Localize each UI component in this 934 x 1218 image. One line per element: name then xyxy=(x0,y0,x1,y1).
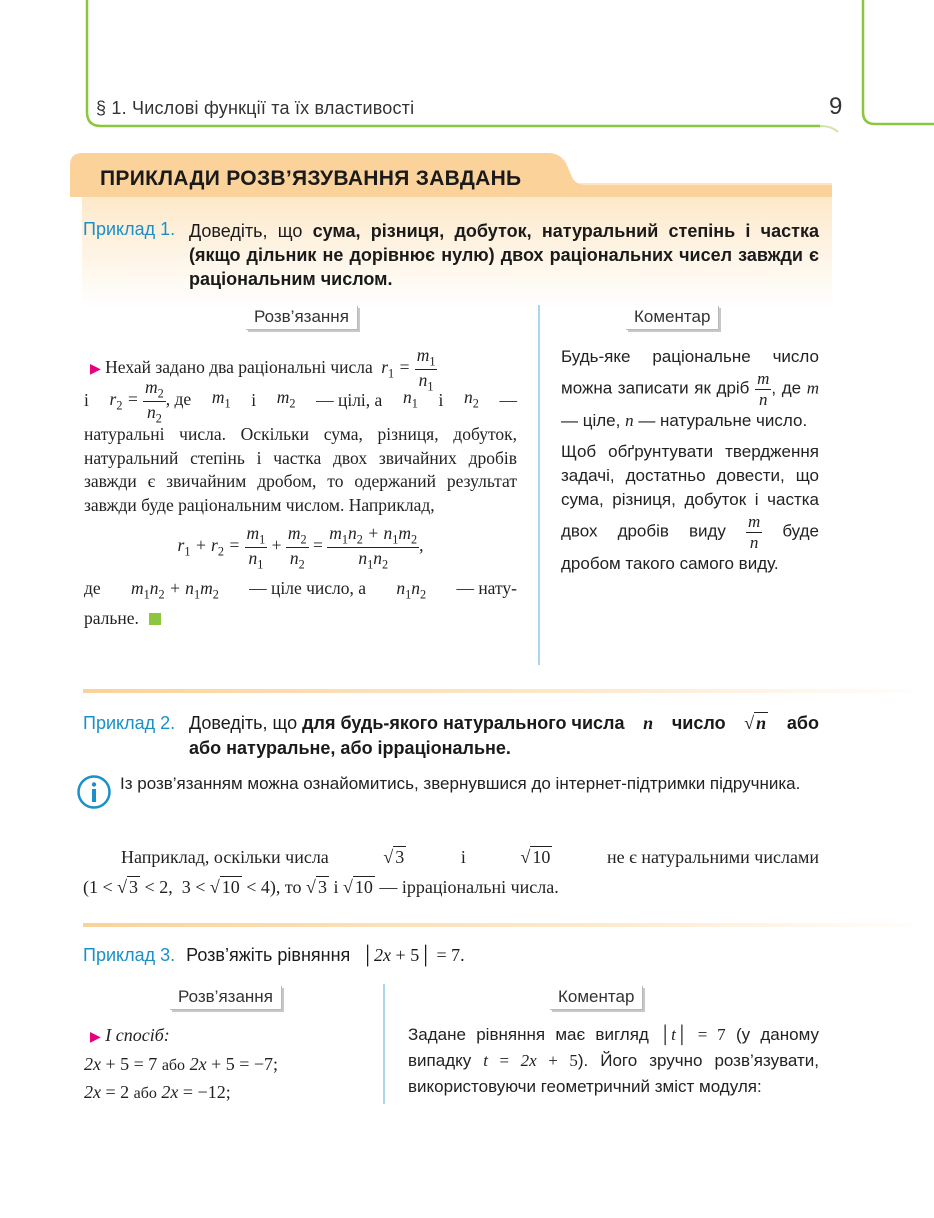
solution-p3: натуральні числа. Оскільки сума, різниця, добуток, натуральний степінь і частка двох звичайних дробів завжди є звичайним дробом, то одержаний результат завжди буде раціональним числом. Наприклад, xyxy=(84,424,517,515)
info-icon xyxy=(76,774,112,810)
fraction-m-n: $\frac{m}{n}$ xyxy=(757,369,770,409)
example3-solution-label: Розв’язання xyxy=(170,986,282,1010)
fraction-m-n-2: $\frac{m}{n}$ xyxy=(747,512,761,552)
example3-intro: Розв’яжіть рівняння xyxy=(186,945,351,965)
end-square-icon xyxy=(149,613,161,625)
separator-2 xyxy=(83,923,934,927)
page-number: 9 xyxy=(829,93,843,120)
example1-comment-heading xyxy=(626,306,719,330)
header-frame xyxy=(0,0,934,140)
example1-statement-bold: сума, різниця, добуток, натуральний степінь і частка (якщо дільник не дорівнює нулю) двох раціональних чисел завжди є раціональним числом. xyxy=(189,221,819,289)
example1-solution: ▶ Нехай задано два раціональні числа $r_1$ = $\frac{m_1}{n_1}$ і $r_2$ = $\frac{m_2}{n_2}$ , де $m_1$ і $m_2$ — цілі, а $n_1$ і $n_2$ — натуральні числа. Оскільки сума, різниця, добуток, натуральний степінь і частка двох звичайних дробів завжди є звичайним дробом, то одержаний результат завжди буде раціональним числом. Наприклад, $r_1 + r_2$ = $\frac{m_1}{n_1}$ + $\frac{m_2}{n_2}$ = $\frac{m_1n_2 + n_1m_2}{n_1n_2}$ , де $m_1n_2 + n_1m_2$ — ціле число, а $n_1n_2$ — нату- ральне. xyxy=(84,345,517,629)
section-title: ПРИКЛАДИ РОЗВ’ЯЗУВАННЯ ЗАВДАНЬ xyxy=(100,167,522,190)
bullet-triangle-icon-2: ▶ xyxy=(90,1030,101,1045)
separator-1 xyxy=(83,689,934,693)
example3-label: Приклад 3. xyxy=(83,945,176,965)
example3-divider xyxy=(383,984,385,1104)
example1-intro: Доведіть, що xyxy=(189,221,313,241)
example1-comment-label: Коментар xyxy=(626,306,719,330)
sum-formula: $r_1 + r_2$ = $\frac{m_1}{n_1}$ + $\frac{m_2}{n_2}$ = $\frac{m_1n_2 + n_1m_2}{n_1n_2}$ , xyxy=(177,523,424,572)
example1-solution-label: Розв’язання xyxy=(246,306,358,330)
example1-divider xyxy=(538,305,540,665)
example2-paragraph: Наприклад, оскільки числа √ 3 і √ 10 не є натуральними числами (1 < √ 3 < 2, 3 < √ 10 < 4), то √ 3 і √ 10 — ірраціональні числа. xyxy=(83,847,819,897)
example3-comment: Задане рівняння має вигляд │t│ = 7 (у даному випадку t = 2x + 5). Його зручно розв’язувати, використовуючи геометричний зміст модуля: xyxy=(408,1025,820,1096)
bullet-triangle-icon: ▶ xyxy=(90,362,101,378)
example1-statement xyxy=(189,219,819,291)
fraction-m1-n1: $\frac{m_1}{n_1}$ xyxy=(416,345,436,394)
example3-comment-label: Коментар xyxy=(550,986,643,1010)
example3-solution-heading xyxy=(170,986,282,1010)
example1-comment: Будь-яке раціональне число можна записати як дріб $\frac{m}{n}$ , де m — ціле, n — натуральне число. Щоб обґрунтувати твердження задачі, достатньо довести, що сума, різниця, добуток і частка двох дробів виду $\frac{m}{n}$ буде дробом такого самого виду. xyxy=(561,347,819,574)
example1-solution-heading xyxy=(246,306,358,330)
example3-header: Приклад 3. Розв’яжіть рівняння │2x + 5│ = 7. xyxy=(83,945,465,965)
solution-p1: Нехай задано два раціональні числа xyxy=(105,357,373,378)
example2-label: Приклад 2. xyxy=(83,713,176,733)
example3-solution: ▶ І спосіб: 2x + 5 = 7 або 2x + 5 = −7; 2x = 2 або 2x = −12; xyxy=(84,1025,279,1102)
example3-comment-heading xyxy=(550,986,643,1010)
example2-statement: Доведіть, що для будь-якого натурального числа n число √ n або або натуральне, або ірраціональне. xyxy=(189,713,819,758)
fraction-m2-n2: $\frac{m_2}{n_2}$ xyxy=(145,376,164,425)
chapter-title: § 1. Числові функції та їх властивості xyxy=(96,98,415,118)
example2-statement-end: або xyxy=(786,713,819,733)
example1-label: Приклад 1. xyxy=(83,219,176,239)
example2-info-text: Із розв’язанням можна ознайомитись, звернувшися до інтернет-підтримки підручника. xyxy=(120,774,801,793)
